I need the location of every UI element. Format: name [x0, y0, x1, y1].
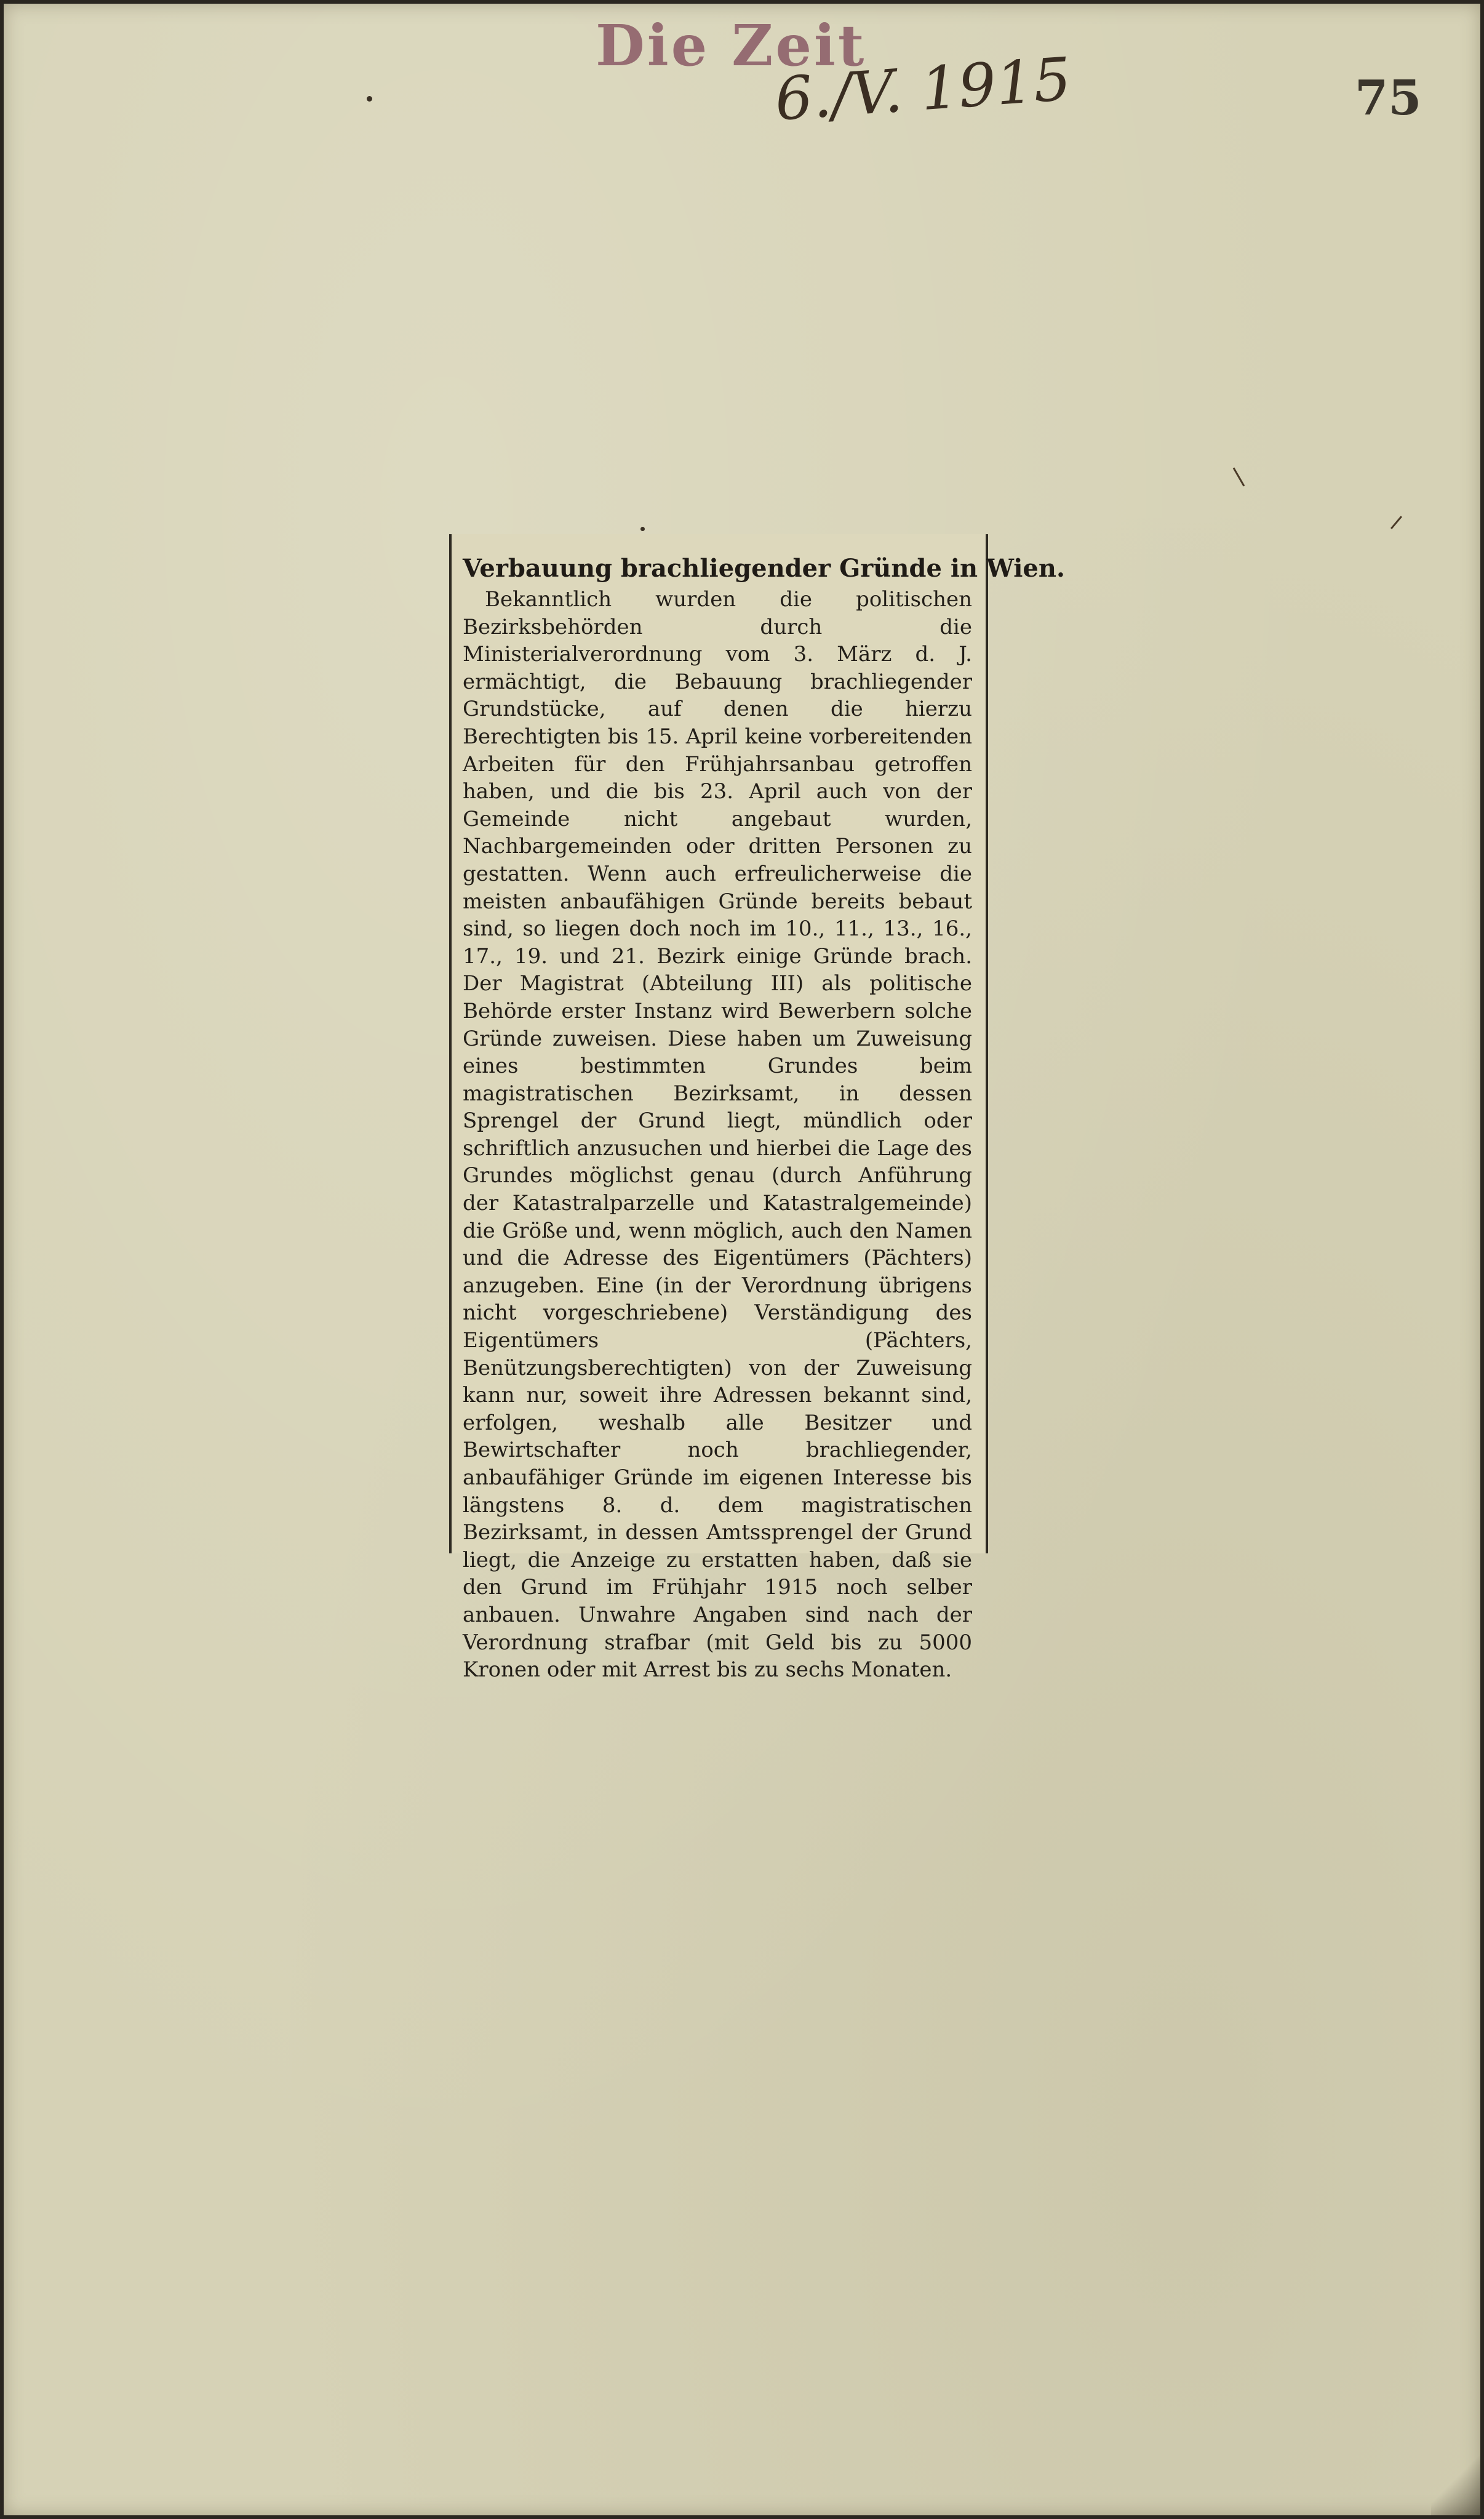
- paper-spot: [367, 96, 372, 102]
- handwritten-date: 6./V. 1915: [773, 44, 1074, 134]
- paper-scratch: [1390, 516, 1402, 529]
- corner-shadow: [1431, 2441, 1480, 2515]
- article-title: Verbauung brachliegender Gründe in Wien.: [463, 554, 1065, 583]
- article-body: Bekanntlich wurden die politischen Bezirksbehörden durch die Ministerialverordnung vom 3. März d. J. ermächtigt, die Bebauung brachliegender Grundstücke, auf denen die hierzu Berechtigten bis 15. April keine vorbereitenden Arbeiten für den Frühjahrsanbau getroffen haben, und die bis 23. April auch von der Gemeinde nicht angebaut wurden, Nachbargemeinden oder dritten Personen zu gestatten. Wenn auch erfreulicherweise die meisten anbaufähigen Gründe bereits bebaut sind, so liegen doch noch im 10., 11., 13., 16., 17., 19. und 21. Bezirk einige Gründe brach. Der Magistrat (Abteilung III) als politische Behörde erster Instanz wird Bewerbern solche Gründe zuweisen. Diese haben um Zuweisung eines bestimmten Grundes beim magistratischen Bezirksamt, in dessen Sprengel der Grund liegt, mündlich oder schriftlich anzusuchen und hierbei die Lage des Grundes möglichst genau (durch Anführung der Katastralparzelle und Katastralgemeinde) die Größe und, wenn möglich, auch den Namen und die Adresse des Eigentümers (Pächters) anzugeben. Eine (in der Verordnung übrigens nicht vorgeschriebene) Verständigung des Eigentümers (Pächters, Benützungsberechtigten) von der Zuweisung kann nur, soweit ihre Adressen bekannt sind, erfolgen, weshalb alle Besitzer und Bewirtschafter noch brachliegender, anbaufähiger Gründe im eigenen Interesse bis längstens 8. d. dem magistratischen Bezirksamt, in dessen Amtssprengel der Grund liegt, die Anzeige zu erstatten haben, daß sie den Grund im Frühjahr 1915 noch selber anbauen. Unwahre Angaben sind nach der Verordnung strafbar (mit Geld bis zu 5000 Kronen oder mit Arrest bis zu sechs Monaten.: [463, 587, 972, 1683]
- paper-scratch: [1233, 468, 1245, 487]
- archive-sheet: [4, 4, 1480, 2515]
- newspaper-clipping: [449, 534, 1065, 1683]
- page-number: 75: [1355, 70, 1422, 126]
- newspaper-name-stamp: Die Zeit: [596, 12, 867, 79]
- paper-spot: [640, 527, 645, 531]
